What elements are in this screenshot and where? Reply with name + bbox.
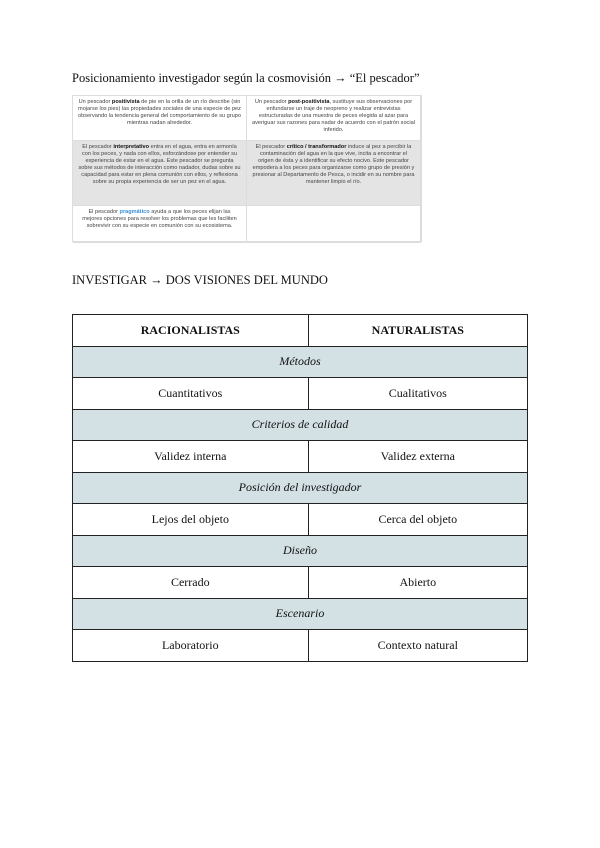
cell-positivista: Un pescador positivista de pie en la orilla de un río describe (sin mojarse los pies) las propiedades sociales de una especie de pez observando la tendencia general del comportamiento de su grupo mientras nadan alrededor. [73, 96, 247, 141]
section-row [73, 598, 528, 630]
header-naturalistas: NATURALISTAS [308, 315, 527, 347]
naturalista-value: Cerca del objeto [308, 504, 527, 536]
section-label: Criterios de calidad [73, 409, 528, 441]
cell-critico: El pescador crítico / transformador induce al pez a percibir la contaminación del agua en la que vive, incita a encontrar el origen de ésta y a identificar su efecto nocivo. Este pescador empodera a los peces para organizarse como grupo de presión y presionar al Departamento de Pesca, o incidir en su nombre para mantener limpio el río. [247, 141, 421, 206]
heading-fisherman: Posicionamiento investigador según la cosmovisión → “El pescador” [72, 71, 420, 85]
value-row [73, 504, 528, 536]
racionalista-value: Validez interna [73, 441, 309, 473]
section-row [73, 472, 528, 504]
racionalista-value: Lejos del objeto [73, 504, 309, 536]
racionalista-value: Cuantitativos [73, 378, 309, 410]
racionalista-value: Laboratorio [73, 630, 309, 662]
section-label: Escenario [73, 598, 528, 630]
cell-empty [247, 206, 421, 243]
value-row [73, 441, 528, 473]
value-row [73, 378, 528, 410]
worldviews-table [72, 314, 528, 662]
naturalista-value: Validez externa [308, 441, 527, 473]
section-label: Diseño [73, 535, 528, 567]
racionalista-value: Cerrado [73, 567, 309, 599]
cell-interpretativo: El pescador interpretativo entra en el agua, entra en armonía con los peces, y nada con ellos, esforzándose por entender su experiencia de estar en el agua. Este pescador se pregunta sobre sus métodos de interacción como nadador, dudas sobre su capacidad para estar en plena comunión con ellos, y reflexiona sobre su propia experiencia de ser un pez en el agua. [73, 141, 247, 206]
naturalista-value: Cualitativos [308, 378, 527, 410]
fisherman-figure [72, 95, 422, 242]
section-row [73, 535, 528, 567]
header-racionalistas: RACIONALISTAS [73, 315, 309, 347]
section-row [73, 346, 528, 378]
value-row [73, 567, 528, 599]
section-label: Posición del investigador [73, 472, 528, 504]
section-row [73, 409, 528, 441]
section-label: Métodos [73, 346, 528, 378]
header-row [73, 315, 528, 347]
naturalista-value: Contexto natural [308, 630, 527, 662]
cell-pragmatico: El pescador pragmático ayuda a que los peces elijan las mejores opciones para resolver los problemas que les faciliten sobrevivir con su especie en comunión con su ecosistema. [73, 206, 247, 243]
naturalista-value: Abierto [308, 567, 527, 599]
cell-post-positivista: Un pescador post-positivista, sustituye sus observaciones por enfundarse un traje de neopreno y realizar entrevistas estructuradas de una muestra de peces elegida al azar para averiguar sus razones para nadar de acuerdo con el patrón social inferido. [247, 96, 421, 141]
value-row [73, 630, 528, 662]
heading-worldviews: INVESTIGAR → DOS VISIONES DEL MUNDO [72, 273, 328, 287]
